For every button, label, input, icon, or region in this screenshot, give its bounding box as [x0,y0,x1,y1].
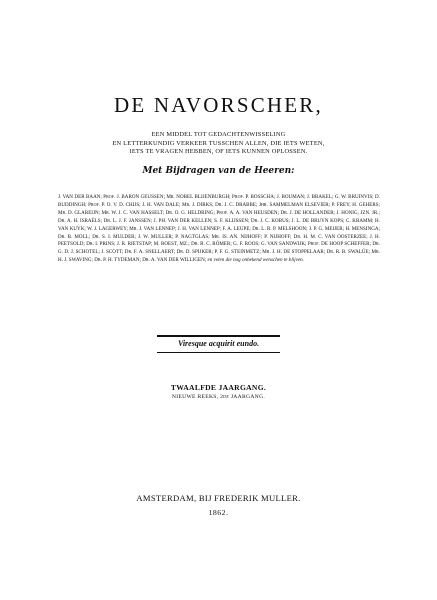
subtitle-line-3: IETS TE VRAGEN HEBBEN, OF IETS KUNNEN OPLOSSEN. [129,148,308,156]
publication-year: 1862. [208,508,229,517]
contributors-tail: en velen die nog onbekend wenschen te blijven. [207,257,304,264]
motto: Viresque acquirit eundo. [177,339,260,348]
subtitle-line-2: EN LETTERKUNDIG VERKEER TUSSCHEN ALLEN, DIE IETS WETEN, [112,139,325,147]
journal-title: DE NAVORSCHER, [114,93,323,117]
contributors-list [58,194,380,265]
series-title: TWAALFDE JAARGANG. [170,383,267,392]
subtitle-line-1: EEN MIDDEL TOT GEDACHTENWISSELING [151,131,286,138]
series-subtitle: NIEUWE REEKS, 2de JAARGANG. [171,394,266,400]
publisher-imprint: AMSTERDAM, BIJ FREDERIK MULLER. [136,493,301,503]
journal-subtitle [0,131,437,157]
contributors-names: J. VAN DER BAAN; Prof. J. BARON GEUSSEN; Mr. NOBEL BLIJENBURGH; Prof. P. BOSSCHA; J. BOUMAN; J. BRAKEL; G. W. BRUINVIS; D. BUDDINGH; Prof. P. O. V. D. CHIJS; J. H. VAN DALE; Mr. J. DIRKS; Dr. J. C. DRABBE; Jhr. SAMMELMAN ELSEVIER; P. FREY; H. GEHERS; Mr. D. GLAREIJN; Mr. W. J. C. VAN HASSELT; Dr. O. G. HELDRING; Prof. A. A. VAN HEUSDEN; Dr. J. DE HOLLANDER; J. HONIG, JZN. JR.; Dr. A. H. ISRAËLS; Dr. L. J. F. JANSSEN; J. PH. VAN DER KELLEN; S. F. KLIJSSEN; Dr. J. C. KOBUS; J. L. DE BRUYN KOPS; C. KRAMM; H. VAN KUYK; W. J. LAGERWEY; Mr. J. VAN LENNEP; J. H. VAN LENNEP; F. A. LEUPE; Dr. L. R. P. MELSHOON; J. P. G. MEIJER; H. MENSINGA; Dr. B. MOLL; Dr. S. I. MULDER; J. W. MULLER; P. NAGTGLAS; Mr. IS. AN. NIJHOFF; P. NIJHOFF; Dr. H. M. C. VAN OOSTERZEE; J. H. PEETSOLD; Dr. I. PRINS; J. R. RIETSTAP; M. ROEST, MZ.; Dr. R. C. RÖMER; G. F. ROOS; G. VAN SANDWIJK; Prof. DE HOOP SCHEFFER; Dr. G. D. J. SCHOTEL; J. SCOTT; Dr. F. A. SNELLAERT; Dr. D. SPIJKER; P. F. G. STEINMETZ; Mr. J. H. DE STOPPELAAR; Dr. R. B. SWALÜE; Mr. H. J. SWAVING; Dr. P. H. TYDEMAN; Dr. A. VAN DER WILLIGEN; [58,194,380,264]
contributors-heading: Met Bijdragen van de Heeren: [142,166,295,176]
